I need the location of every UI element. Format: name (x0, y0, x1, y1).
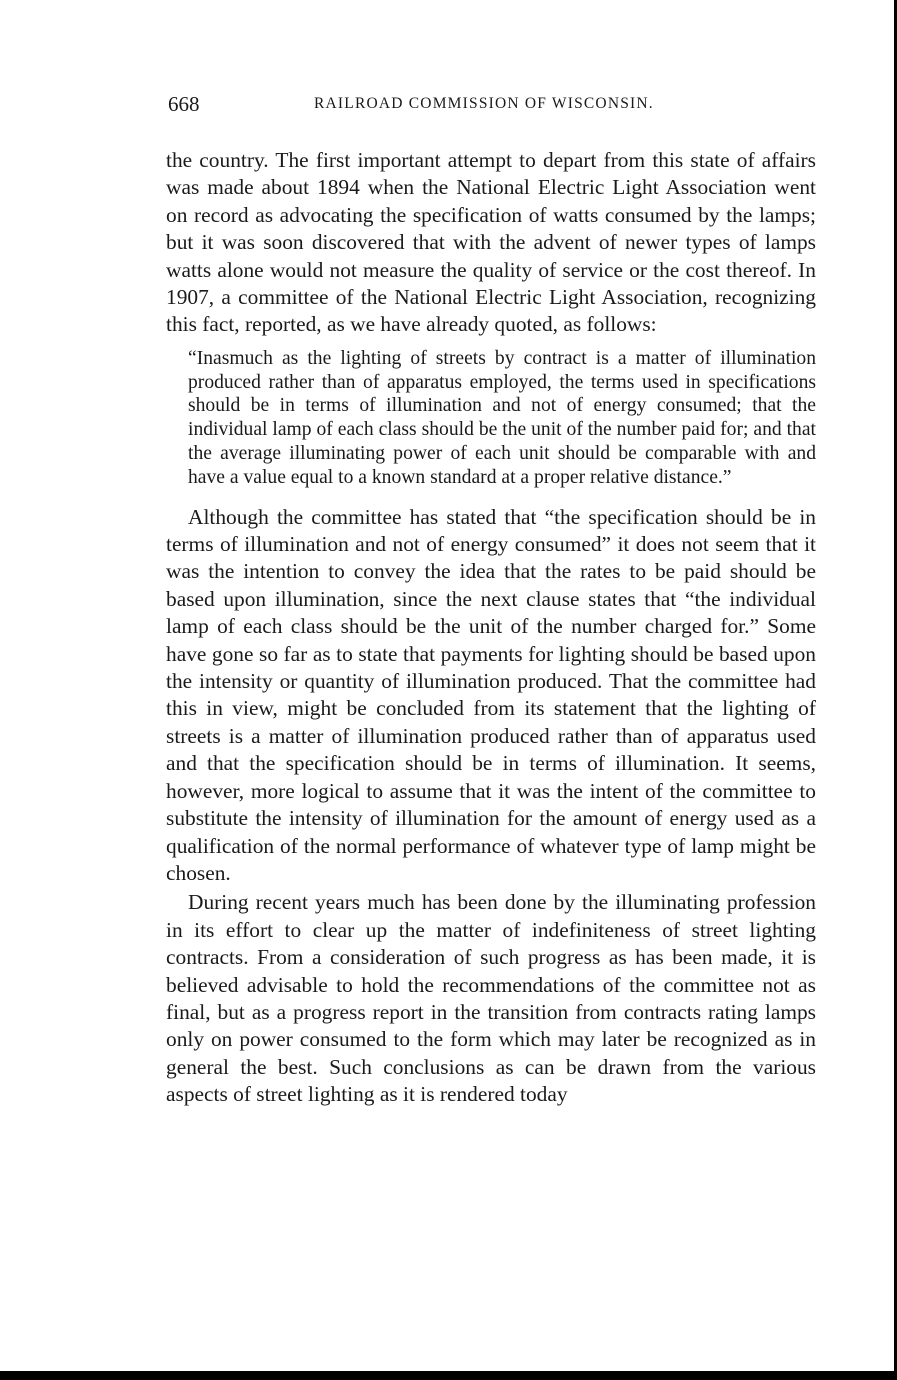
paragraph-continuation: the country. The first important attempt to depart from this state of affairs was made about 1894 when the National Electric Light Association went on record as advocating the specification of watts consumed by the lamps; but it was soon discovered that with the advent of newer types of lamps watts alone would not measure the quality of service or the cost thereof. In 1907, a committee of the National Electric Light Association, recognizing this fact, reported, as we have already quoted, as follows: (166, 148, 816, 337)
body-text (166, 147, 816, 1109)
scan-border-bottom (0, 1371, 897, 1380)
running-head: RAILROAD COMMISSION OF WISCONSIN. (314, 95, 654, 112)
paragraph: Although the committee has stated that “the specification should be in terms of illumination and not of energy consumed” it does not seem that it was the intention to convey the idea that the rates to be paid should be based upon illumination, since the next clause states that “the individual lamp of each class should be the unit of the number charged for.” Some have gone so far as to state that payments for lighting should be based upon the intensity or quantity of illumination produced. That the committee had this in view, might be concluded from its statement that the lighting of streets is a matter of illumination produced rather than of apparatus used and that the specification should be in terms of illumination. It seems, however, more logical to assume that it was the intent of the committee to substitute the intensity of illumination for the amount of energy used as a qualification of the normal performance of whatever type of lamp might be chosen. (166, 504, 816, 885)
paragraph: During recent years much has been done by the illuminating profession in its effort to clear up the matter of indefiniteness of street lighting contracts. From a consideration of such progress as has been made, it is believed advisable to hold the recommendations of the committee not as final, but as a progress report in the transition from contracts rating lamps only on power consumed to the form which may later be recognized as in general the best. Such conclusions as can be drawn from the various aspects of street lighting as it is rendered today (166, 890, 816, 1107)
page-header (168, 92, 816, 122)
block-quote: “Inasmuch as the lighting of streets by contract is a matter of illumination produced rather than of apparatus employed, the terms used in specifications should be in terms of illumination and not of energy consumed; that the individual lamp of each class should be the unit of the number paid for; and that the average illuminating power of each unit should be comparable with and have a value equal to a known standard at a proper relative distance.” (188, 347, 816, 488)
page-number: 668 (168, 92, 200, 116)
